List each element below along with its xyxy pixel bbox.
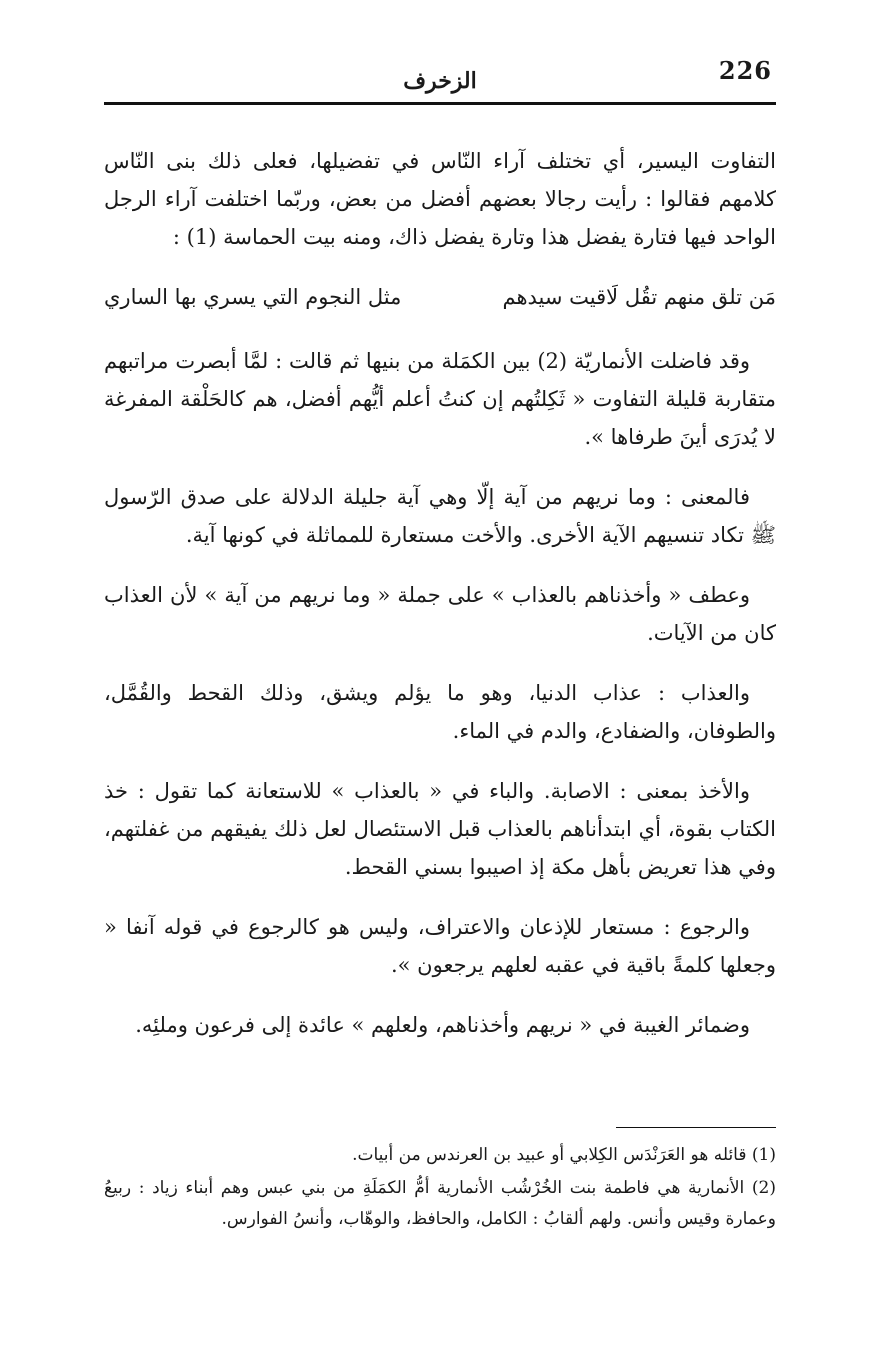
page-number: 226 [718, 56, 772, 85]
running-head: الزخرف [403, 68, 477, 94]
page-header [104, 50, 776, 100]
paragraph-2: وقد فاضلت الأنماريّة (2) بين الكمَلة من بنيها ثم قالت : لمَّا أبصرت مراتبهم متقاربة قليلة التفاوت « ثَكِلتُهم إن كنتُ أعلم أيُّهم أفضل، هم كالحَلْقة المفرغة لا يُدرَى أينَ طرفاها ». [104, 349, 776, 449]
paragraph-8: وضمائر الغيبة في « نريهم وأخذناهم، ولعلهم » عائدة إلى فرعون وملئِه. [135, 1013, 750, 1037]
footnote-2: (2) الأنمارية هي فاطمة بنت الخُرْشُب الأنمارية أمُّ الكمَلَةِ من بني عبس وهم أبناء زياد : ربيعُ وعمارة وقيس وأنس. ولهم ألقابُ : الكامل، والحافظ، والوهّاب، وأنسُ الفوارس. [104, 1178, 776, 1229]
paragraph-3: فالمعنى : وما نريهم من آية إلّا وهي آية جليلة الدلالة على صدق الرّسول ﷺ تكاد تنسيهم الآية الأخرى. والأخت مستعارة للمماثلة في كونها آية. [104, 485, 776, 547]
paragraph-5: والعذاب : عذاب الدنيا، وهو ما يؤلم ويشق، وذلك القحط والقُمَّل، والطوفان، والضفادع، والدم في الماء. [104, 681, 776, 743]
header-rule [104, 102, 776, 105]
verse-first-hemistich: مَن تلق منهم تقُل لَاقيت سيدهم [502, 285, 776, 309]
paragraph-4: وعطف « وأخذناهم بالعذاب » على جملة « وما نريهم من آية » لأن العذاب كان من الآيات. [104, 583, 776, 645]
main-text [104, 142, 776, 1066]
footnote-rule [616, 1127, 776, 1128]
footnotes [104, 1140, 776, 1237]
verse-second-hemistich: مثل النجوم التي يسري بها الساري [104, 285, 402, 309]
paragraph-6: والأخذ بمعنى : الاصابة. والباء في « بالعذاب » للاستعانة كما تقول : خذ الكتاب بقوة، أي ابتدأناهم بالعذاب قبل الاستئصال لعل ذلك يفيقهم من غفلتهم، وفي هذا تعريض بأهل مكة إذ اصيبوا بسني القحط. [104, 779, 776, 879]
paragraph-7: والرجوع : مستعار للإذعان والاعتراف، وليس هو كالرجوع في قوله آنفا « وجعلها كلمةً باقية في عقبه لعلهم يرجعون ». [104, 915, 776, 977]
footnote-1: (1) قائله هو العَرَنْدَس الكِلابي أو عبيد بن العرندس من أبيات. [352, 1145, 776, 1165]
paragraph-1: التفاوت اليسير، أي تختلف آراء النّاس في تفضيلها، فعلى ذلك بنى النّاس كلامهم فقالوا : رأيت رجالا بعضهم أفضل من بعض، وربّما اختلفت آراء الرجل الواحد فيها فتارة يفضل هذا وتارة يفضل ذاك، ومنه بيت الحماسة (1) : [104, 149, 776, 249]
verse [104, 278, 776, 316]
